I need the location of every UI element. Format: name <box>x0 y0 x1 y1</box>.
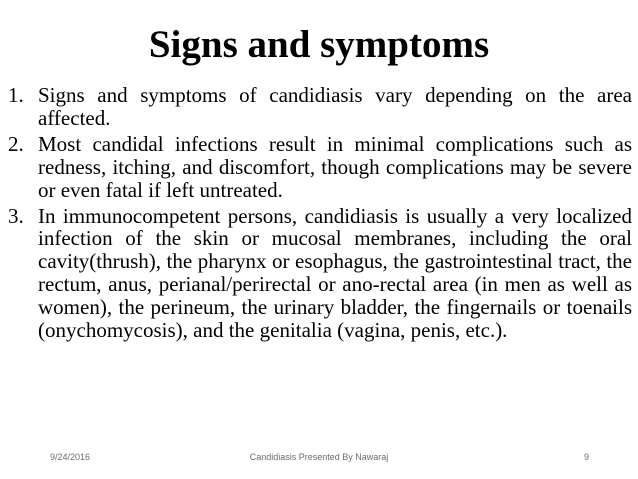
list-item <box>8 133 632 202</box>
item-number: 3. <box>8 203 24 228</box>
page-number: 9 <box>584 452 590 462</box>
list-item <box>8 84 632 130</box>
item-text: In immunocompetent persons, candidiasis is usually a very localized infection of the skin or mucosal membranes, including the oral cavity(thrush), the pharynx or esophagus, the gastrointestinal tract, the rectum, anus, perianal/perirectal or ano-rectal area (in men as well as women), the perineum, the urinary bladder, the fingernails or toenails (onychomycosis), and the genitalia (vagina, penis, etc.). <box>38 203 632 343</box>
slide-title: Signs and symptoms <box>148 23 490 66</box>
symptom-list <box>8 84 632 345</box>
list-item <box>8 205 632 342</box>
footer-title: Candidiasis Presented By Nawaraj <box>249 452 389 462</box>
item-text: Most candidal infections result in minimal complications such as redness, itching, and discomfort, though complications may be severe or even fatal if left untreated. <box>38 131 632 202</box>
item-number: 1. <box>8 83 24 107</box>
item-number: 2. <box>8 131 24 156</box>
item-text: Signs and symptoms of candidiasis vary depending on the area affected. <box>38 83 632 130</box>
footer-date: 9/24/2016 <box>50 452 91 462</box>
